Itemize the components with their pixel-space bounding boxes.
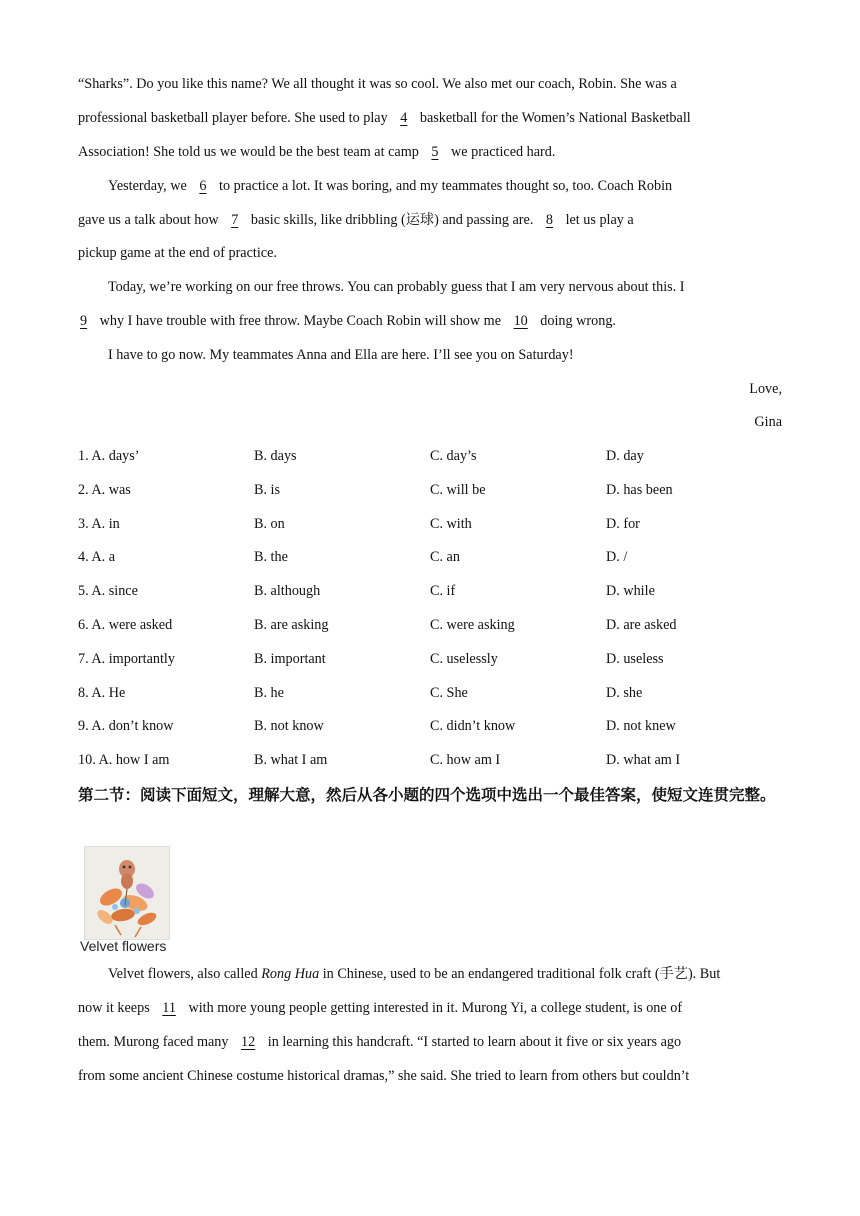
blank-4[interactable]: 4 [400,110,408,126]
question-10-option-b[interactable]: B. what I am [254,752,328,769]
letter-closing: Love, [749,381,782,397]
question-5-option-d[interactable]: D. while [606,583,655,600]
question-1-option-c[interactable]: C. day’s [430,448,477,464]
question-2-option-b[interactable]: B. is [254,481,281,498]
passage-line: from some ancient Chinese costume historical dramas,” she said. She tried to learn from others but couldn’t [78,1068,690,1084]
blank-10[interactable]: 10 [513,313,528,329]
passage-line: professional basketball player before. She used to play 4 basketball for the Women’s National Basketball [78,110,691,126]
question-3-option-a[interactable]: 3. A. in [78,515,120,532]
velvet-flowers-image [84,846,170,940]
question-10-option-a[interactable]: 10. A. how I am [78,752,170,769]
question-10-option-c[interactable]: C. how am I [430,752,501,769]
passage-line: Association! She told us we would be the best team at camp 5 we practiced hard. [78,144,556,160]
blank-5[interactable]: 5 [431,144,439,160]
question-10-option-d[interactable]: D. what am I [606,752,681,769]
question-8-option-b[interactable]: B. he [254,684,284,701]
question-4-option-a[interactable]: 4. A. a [78,549,116,566]
passage-line: now it keeps 11 with more young people getting interested in it. Murong Yi, a college student, is one of [78,1000,683,1016]
question-3-option-d[interactable]: D. for [606,515,640,532]
letter-signature: Gina [754,414,782,430]
question-3-option-c[interactable]: C. with [430,515,472,532]
blank-11[interactable]: 11 [162,1000,176,1016]
passage-line: Velvet flowers, also called Rong Hua in Chinese, used to be an endangered traditional folk craft (手艺). But [108,966,721,982]
question-9-option-a[interactable]: 9. A. don’t know [78,718,174,735]
section-heading: 第二节：阅读下面短文，理解大意，然后从各小题的四个选项中选出一个最佳答案，使短文连贯完整。 [78,786,776,804]
question-6-option-a[interactable]: 6. A. were asked [78,617,173,633]
question-9-option-c[interactable]: C. didn’t know [430,718,516,735]
question-7-option-c[interactable]: C. uselessly [430,650,498,667]
passage-line: I have to go now. My teammates Anna and Ella are here. I’ll see you on Saturday! [108,347,574,363]
question-2-option-c[interactable]: C. will be [430,481,486,498]
question-6-option-d[interactable]: D. are asked [606,617,677,633]
question-7-option-a[interactable]: 7. A. importantly [78,650,175,667]
image-caption: Velvet flowers [80,938,167,954]
passage-line: “Sharks”. Do you like this name? We all thought it was so cool. We also met our coach, Robin. She was a [78,76,677,92]
question-8-option-c[interactable]: C. She [430,684,468,701]
passage-line: pickup game at the end of practice. [78,245,277,261]
question-6-option-b[interactable]: B. are asking [254,617,329,633]
question-5-option-c[interactable]: C. if [430,583,456,600]
question-6-option-c[interactable]: C. were asking [430,617,515,633]
passage-line: 9 why I have trouble with free throw. Maybe Coach Robin will show me 10 doing wrong. [80,313,616,329]
question-1-option-a[interactable]: 1. A. days’ [78,448,140,464]
blank-12[interactable]: 12 [241,1034,256,1050]
passage-line: Yesterday, we 6 to practice a lot. It was boring, and my teammates thought so, too. Coach Robin [108,178,673,194]
blank-9[interactable]: 9 [80,313,88,329]
question-4-option-d[interactable]: D. / [606,549,628,566]
question-9-option-d[interactable]: D. not knew [606,718,676,735]
question-2-option-a[interactable]: 2. A. was [78,481,131,498]
blank-6[interactable]: 6 [199,178,207,194]
question-5-option-a[interactable]: 5. A. since [78,583,138,600]
question-3-option-b[interactable]: B. on [254,515,285,532]
question-4-option-b[interactable]: B. the [254,549,288,566]
passage-line: gave us a talk about how 7 basic skills, like dribbling (运球) and passing are. 8 let us play a [78,212,634,228]
passage-line: them. Murong faced many 12 in learning this handcraft. “I started to learn about it five or six years ago [78,1034,682,1050]
blank-8[interactable]: 8 [545,212,554,228]
question-5-option-b[interactable]: B. although [254,583,321,600]
question-1-option-b[interactable]: B. days [254,448,297,464]
question-1-option-d[interactable]: D. day [606,448,644,464]
question-8-option-d[interactable]: D. she [606,684,643,701]
question-7-option-d[interactable]: D. useless [606,650,664,667]
question-7-option-b[interactable]: B. important [254,650,326,667]
question-8-option-a[interactable]: 8. A. He [78,684,126,701]
question-9-option-b[interactable]: B. not know [254,718,324,735]
blank-7[interactable]: 7 [231,212,239,228]
passage-line: Today, we’re working on our free throws. You can probably guess that I am very nervous about this. I [108,279,685,295]
question-4-option-c[interactable]: C. an [430,549,460,566]
question-2-option-d[interactable]: D. has been [606,481,673,498]
